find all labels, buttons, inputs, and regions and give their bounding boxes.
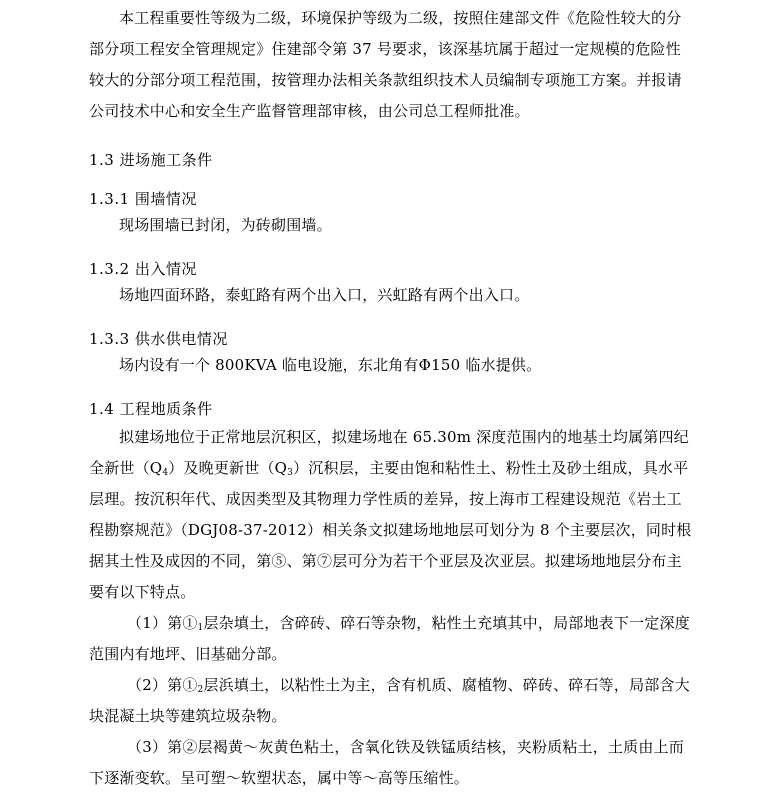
- paragraph-line: 部分项工程安全管理规定》住建部令第 37 号要求，该深基坑属于超过一定规模的危险性: [89, 40, 681, 58]
- list-item-line: 范围内有地坪、旧基础分部。: [89, 645, 287, 663]
- subsection-heading-1-3-3: 1.3.3 供水供电情况: [89, 330, 228, 348]
- text-run: ）及晚更新世（Q: [168, 459, 288, 477]
- paragraph-line: 要有以下特点。: [89, 583, 196, 601]
- list-item-line: [89, 670, 709, 701]
- text-run: 全新世（Q: [89, 459, 163, 477]
- text-run: 层杂填土，含碎砖、碎石等杂物，粘性土充填其中，局部地表下一定深度: [203, 614, 690, 632]
- paragraph-line: [89, 453, 709, 484]
- subsection-heading-1-3-2: 1.3.2 出入情况: [89, 260, 197, 278]
- text-run: 层浜填土，以粘性土为主，含有机质、腐植物、碎砖、碎石等，局部含大: [203, 676, 690, 694]
- subsection-text: 场内设有一个 800KVA 临电设施，东北角有Φ150 临水提供。: [119, 356, 542, 374]
- paragraph-line: 据其土性及成因的不同，第⑤、第⑦层可分为若干个亚层及次亚层。拟建场地地层分布主: [89, 552, 682, 570]
- list-item-line: 块混凝土块等建筑垃圾杂物。: [89, 707, 287, 725]
- subsection-text: 现场围墙已封闭，为砖砌围墙。: [119, 216, 332, 234]
- subscript: 2: [197, 685, 204, 695]
- text-run: （2）第①: [127, 676, 198, 694]
- paragraph-line: 拟建场地位于正常地层沉积区，拟建场地在 65.30m 深度范围内的地基土均属第四纪: [119, 428, 689, 446]
- section-heading-1-3: 1.3 进场施工条件: [89, 151, 213, 169]
- paragraph-line: 程勘察规范》（DGJ08-37-2012）相关条文拟建场地地层可划分为 8 个主要层次，同时根: [89, 521, 692, 539]
- paragraph-line: 公司技术中心和安全生产监督管理部审核，由公司总工程师批准。: [89, 102, 530, 120]
- list-item-line: （3）第②层褐黄～灰黄色粘土，含氧化铁及铁锰质结核，夹粉质粘土，土质由上而: [127, 738, 684, 756]
- subscript: 1: [197, 623, 204, 633]
- text-run: （1）第①: [127, 614, 198, 632]
- subsection-text: 场地四面环路，泰虹路有两个出入口，兴虹路有两个出入口。: [119, 286, 530, 304]
- paragraph-line: 较大的分部分项工程范围，按管理办法相关条款组织技术人员编制专项施工方案。并报请: [89, 71, 682, 89]
- text-run: ）沉积层，主要由饱和粘性土、粉性土及砂土组成，具水平: [293, 459, 689, 477]
- list-item-line: 下逐渐变软。呈可塑～软塑状态，属中等～高等压缩性。: [89, 769, 470, 787]
- section-heading-1-4: 1.4 工程地质条件: [89, 400, 213, 418]
- paragraph-line: 本工程重要性等级为二级，环境保护等级为二级，按照住建部文件《危险性较大的分: [119, 9, 682, 27]
- subscript: 4: [162, 468, 169, 478]
- subscript: 3: [287, 468, 294, 478]
- paragraph-line: 层理。按沉积年代、成因类型及其物理力学性质的差异，按上海市工程建设规范《岩土工: [89, 490, 682, 508]
- subsection-heading-1-3-1: 1.3.1 围墙情况: [89, 190, 197, 208]
- list-item-line: [89, 608, 709, 639]
